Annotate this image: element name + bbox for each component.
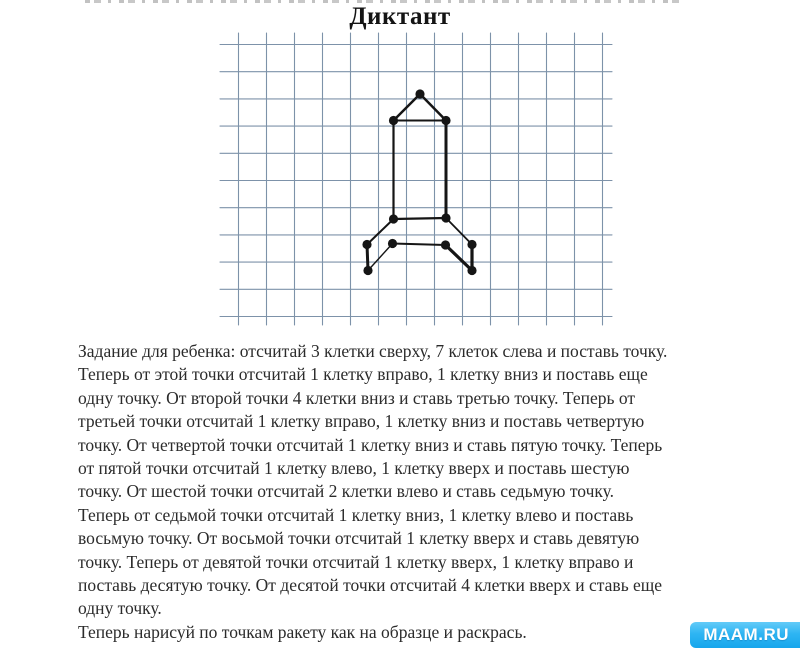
page-title: Диктант xyxy=(349,3,451,30)
figure-dot-right-fin-inner xyxy=(441,240,450,249)
figure-dot-right-mid xyxy=(441,213,450,222)
instruction-line: Задание для ребенка: отсчитай 3 клетки сверху, 7 клеток слева и поставь точку. xyxy=(78,341,668,361)
instruction-line: одну точку. xyxy=(78,598,162,619)
maam-watermark-label: MAAM.RU xyxy=(703,625,789,644)
figure-edge xyxy=(393,244,446,246)
instruction-line: восьмую точку. От восьмой точки отсчитай 1 клетку вверх и ставь девятую xyxy=(78,528,640,549)
instructions-text xyxy=(78,340,768,644)
instruction-line: Теперь от этой точки отсчитай 1 клетку вправо, 1 клетку вниз и поставь еще xyxy=(78,364,648,385)
maam-watermark xyxy=(690,622,800,648)
figure-dot-left-fin-outer xyxy=(362,240,371,249)
figure-edge xyxy=(368,244,393,271)
figure-dot-left-bottom xyxy=(363,266,372,275)
figure-dot-right-bottom xyxy=(467,266,476,275)
instruction-line: точку. От четвертой точки отсчитай 1 клетку вниз и ставь пятую точку. Теперь xyxy=(78,434,663,455)
instruction-line: от пятой точки отсчитай 1 клетку влево, 1 клетку вверх и поставь шестую xyxy=(78,458,630,479)
figure-edge xyxy=(394,218,447,219)
figure-dot-left-shoulder xyxy=(389,116,398,125)
figure-dot-apex xyxy=(415,89,424,98)
figure-dot-right-fin-outer xyxy=(467,240,476,249)
figure-dot-left-fin-inner xyxy=(388,239,397,248)
instruction-line: Теперь от седьмой точки отсчитай 1 клетку вниз, 1 клетку влево и поставь xyxy=(78,504,634,525)
figure-dot-left-mid xyxy=(389,214,398,223)
instruction-line: точку. Теперь от девятой точки отсчитай 1 клетку вверх, 1 клетку вправо и xyxy=(78,551,634,572)
figure-edge xyxy=(420,94,446,121)
figure-edge xyxy=(446,218,472,245)
instruction-line: точку. От шестой точки отсчитай 2 клетки влево и ставь седьмую точку. xyxy=(78,481,615,502)
figure-edge xyxy=(446,245,473,271)
instruction-line: поставь десятую точку. От десятой точки отсчитай 4 клетки вверх и ставь еще xyxy=(78,575,663,596)
instruction-line: третьей точки отсчитай 1 клетку вправо, 1 клетку вниз и поставь четвертую xyxy=(78,411,645,432)
figure-dot-right-shoulder xyxy=(441,116,450,125)
instruction-line: Теперь нарисуй по точкам ракету как на образце и раскрась. xyxy=(78,621,527,642)
instruction-line: одну точку. От второй точки 4 клетки вниз и ставь третью точку. Теперь от xyxy=(78,387,636,408)
